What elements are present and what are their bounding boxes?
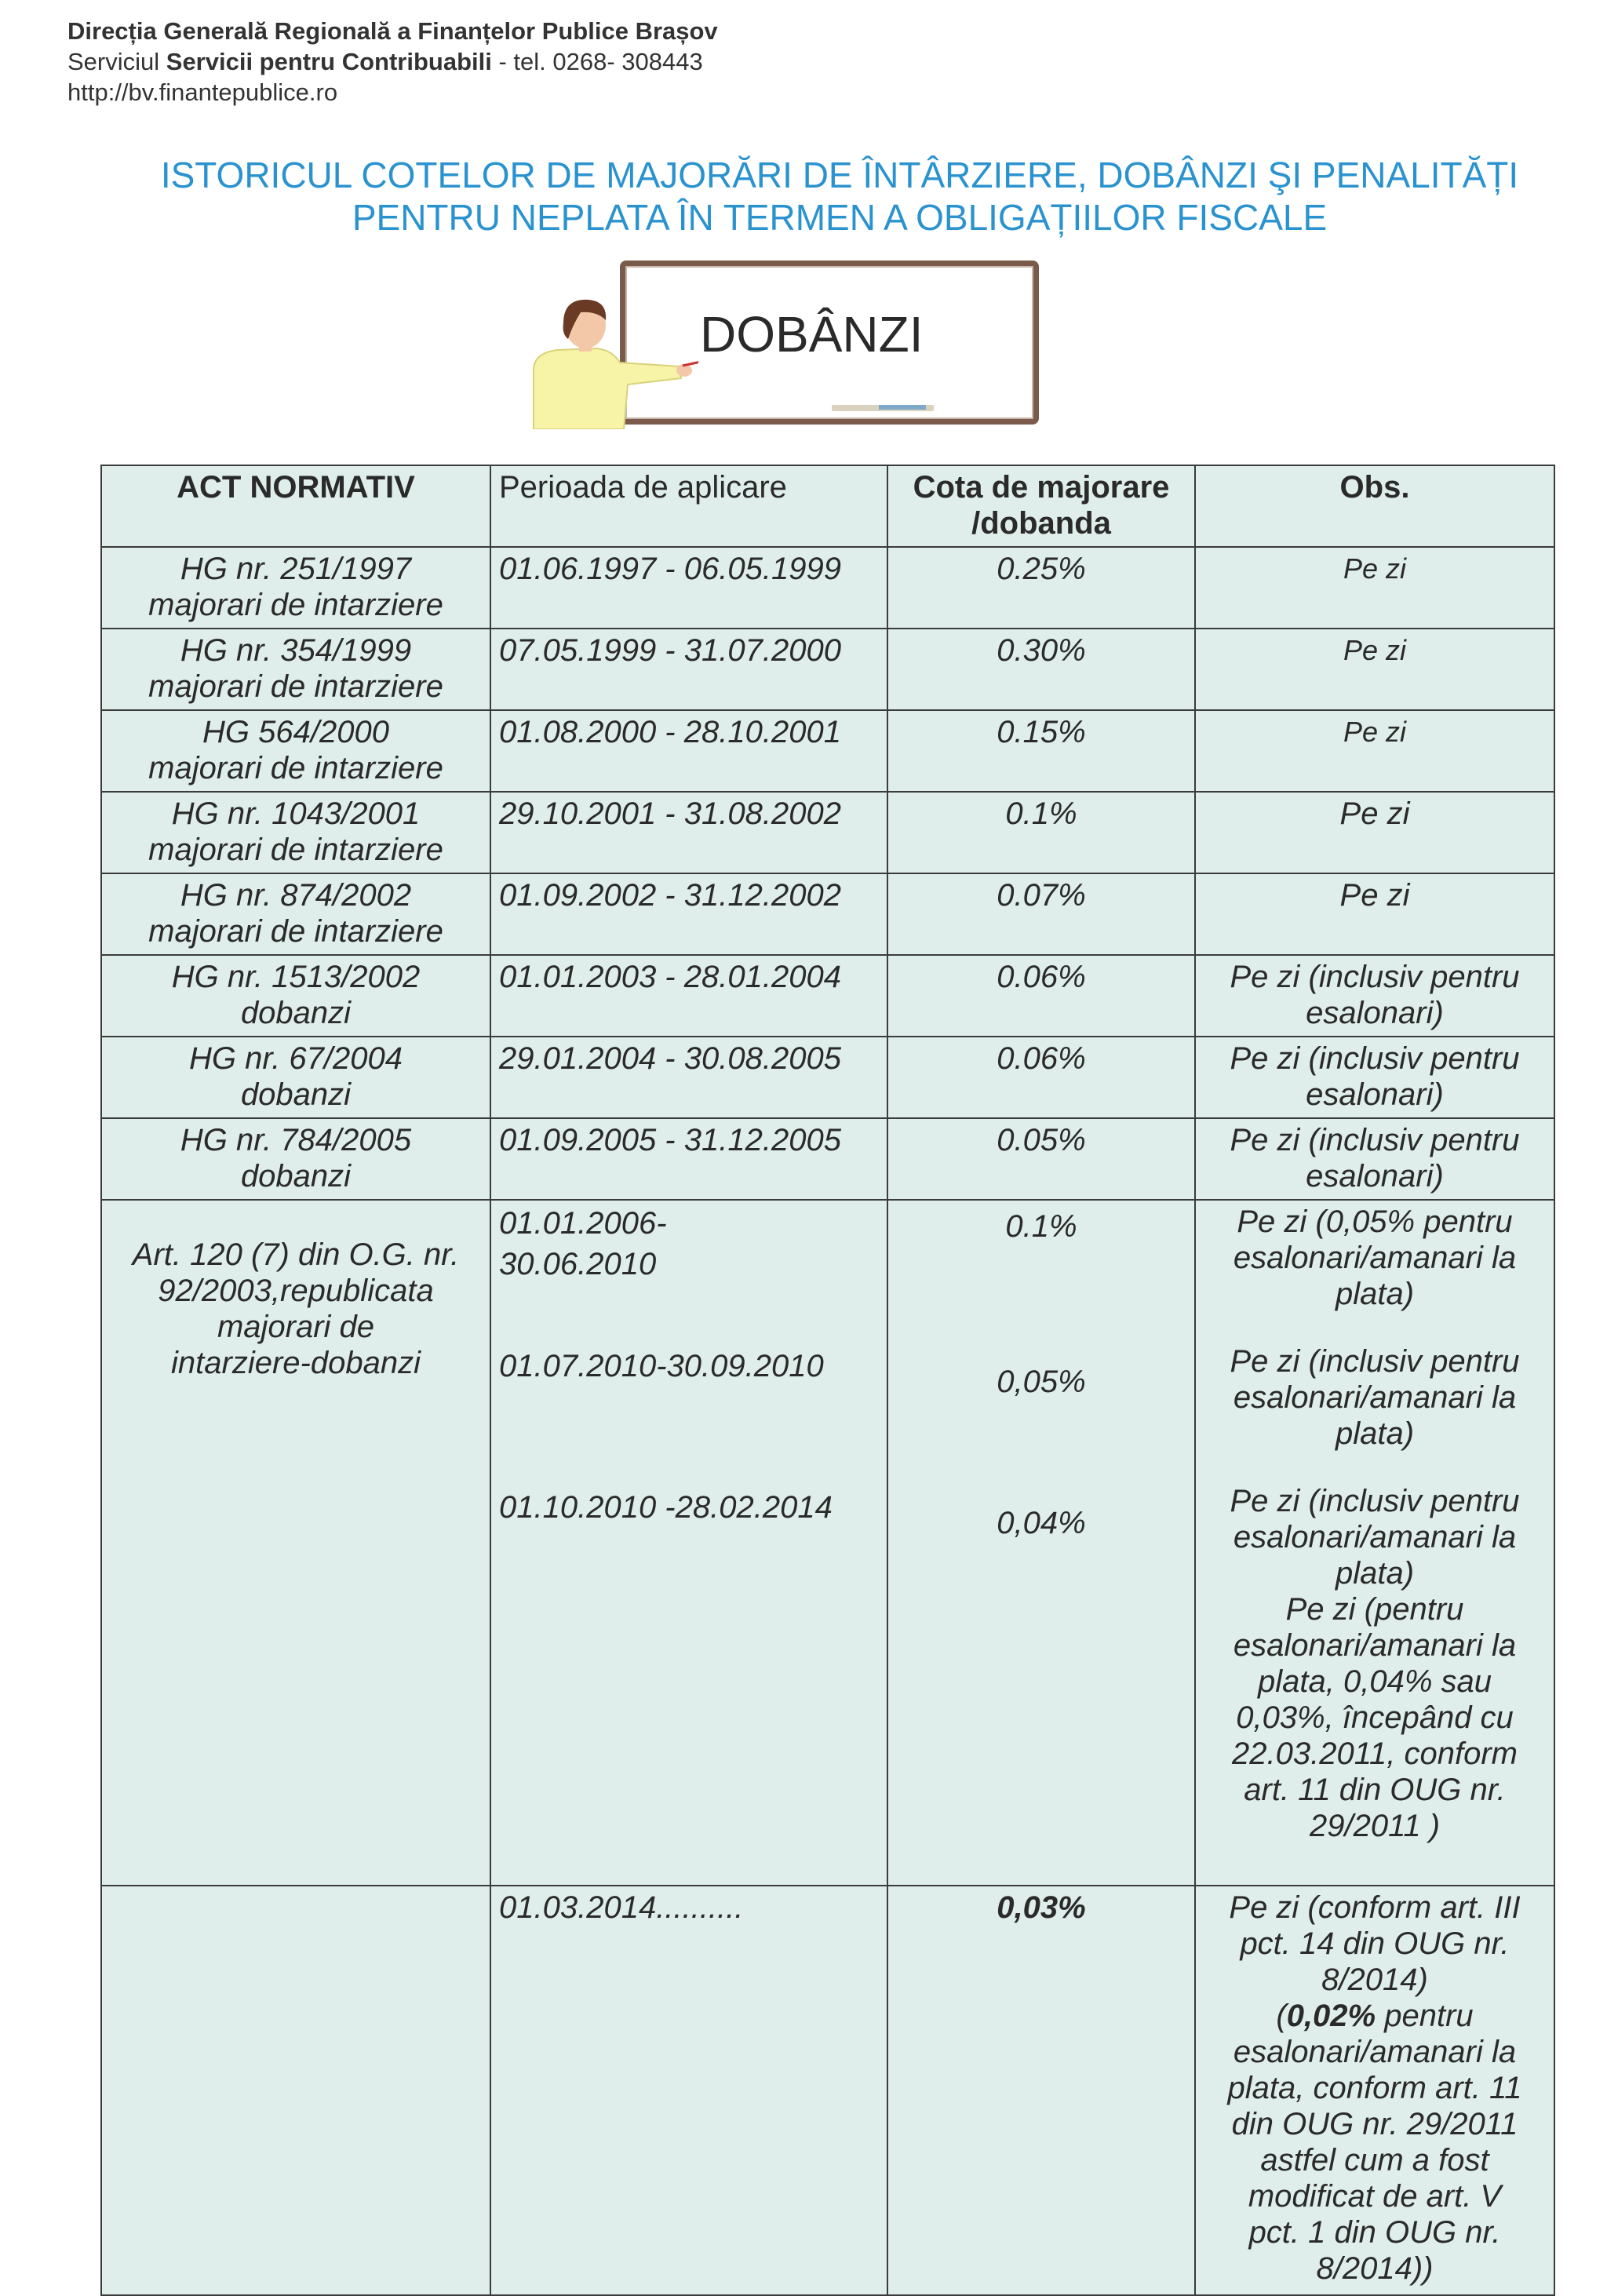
period-c: 01.10.2010 -28.02.2014 [499, 1490, 833, 1525]
act-name: HG nr. 1513/2002 [171, 960, 421, 994]
obs-line: esalonari/amanari la [1233, 1241, 1517, 1275]
period-cell [490, 1200, 887, 1886]
act-type: majorari de intarziere [148, 588, 443, 622]
obs-cell [1195, 1886, 1554, 2295]
act-name: HG nr. 784/2005 [180, 1123, 412, 1157]
act-name: HG nr. 251/1997 [180, 552, 412, 586]
act-line: intarziere-dobanzi [171, 1346, 421, 1380]
period-cell: 01.01.2003 - 28.01.2004 [490, 955, 887, 1037]
act-type: majorari de intarziere [148, 914, 443, 949]
marker-icon [879, 405, 926, 410]
act-cell [101, 792, 490, 873]
obs-line: pct. 14 din OUG nr. [1240, 1926, 1510, 1961]
title-line-1: ISTORICUL COTELOR DE MAJORĂRI DE ÎNTÂRZIERE, DOBÂNZI ŞI PENALITĂȚI [160, 155, 1519, 195]
header-rate-line-1: Cota de majorare [913, 470, 1170, 505]
obs-cell [1195, 955, 1554, 1037]
table-row [101, 710, 1554, 792]
table-row [101, 873, 1554, 955]
act-cell [101, 629, 490, 710]
obs-line: astfel cum a fost [1260, 2143, 1489, 2178]
act-name: HG nr. 354/1999 [180, 633, 412, 668]
header-rate [887, 465, 1195, 547]
obs-line: Pe zi (0,05% pentru [1237, 1204, 1513, 1239]
obs-line: 29/2011 ) [1309, 1809, 1441, 1843]
obs-line: esalonari) [1306, 996, 1444, 1030]
obs-line: modificat de art. V [1248, 2179, 1502, 2214]
table-row [101, 792, 1554, 873]
obs-cell: Pe zi [1195, 547, 1554, 629]
obs-line: plata) [1335, 1556, 1415, 1591]
period-cell: 01.06.1997 - 06.05.1999 [490, 547, 887, 629]
website-url: http://bv.finantepublice.ro [67, 78, 338, 106]
rate-c: 0,04% [997, 1506, 1086, 1540]
obs-line: Pe zi (pentru [1285, 1592, 1464, 1627]
obs-rate-bold: 0,02% [1286, 1999, 1376, 2033]
rate-cell: 0.15% [887, 710, 1195, 792]
obs-line: esalonari/amanari la [1233, 1628, 1517, 1663]
page-title [94, 154, 1585, 239]
teacher-board-illustration [518, 259, 1036, 428]
obs-line: esalonari/amanari la [1233, 1380, 1517, 1415]
header-act: ACT NORMATIV [101, 465, 490, 547]
table-row [101, 955, 1554, 1037]
obs-line [1204, 1998, 1546, 2034]
obs-line: 22.03.2011, conform [1232, 1737, 1518, 1771]
rate-cell: 0.07% [887, 873, 1195, 955]
service-prefix: Serviciul [67, 48, 166, 75]
obs-line: plata, conform art. 11 [1227, 2071, 1522, 2105]
rate-cell [887, 1200, 1195, 1886]
document-header [67, 16, 718, 108]
act-line: majorari de [217, 1310, 375, 1344]
obs-cell: Pe zi [1195, 792, 1554, 873]
period-cell: 01.03.2014.......... [490, 1886, 887, 2295]
obs-line: esalonari) [1306, 1159, 1444, 1194]
act-type: dobanzi [240, 996, 352, 1030]
obs-cell: Pe zi [1195, 873, 1554, 955]
rate-b: 0,05% [997, 1365, 1086, 1399]
obs-line: 0,03%, începând cu [1236, 1700, 1514, 1735]
header-obs: Obs. [1195, 465, 1554, 547]
header-period: Perioada de aplicare [490, 465, 887, 547]
obs-line: din OUG nr. 29/2011 [1231, 2107, 1518, 2141]
act-cell [101, 710, 490, 792]
obs-cell: Pe zi [1195, 710, 1554, 792]
period-cell: 29.10.2001 - 31.08.2002 [490, 792, 887, 873]
board-text: DOBÂNZI [700, 306, 924, 363]
act-cell [101, 1886, 490, 2295]
rate-a: 0.1% [1005, 1209, 1077, 1244]
period-cell: 29.01.2004 - 30.08.2005 [490, 1037, 887, 1118]
teacher-icon [518, 292, 698, 429]
obs-cell [1195, 1200, 1554, 1886]
period-a-line-1: 01.01.2006- [499, 1206, 667, 1241]
interest-rates-table [100, 465, 1555, 2296]
table-row [101, 629, 1554, 710]
act-name: HG nr. 874/2002 [180, 878, 412, 913]
obs-line: 8/2014)) [1316, 2251, 1434, 2286]
act-line: Art. 120 (7) din O.G. nr. [132, 1237, 460, 1272]
period-cell: 01.09.2005 - 31.12.2005 [490, 1118, 887, 1200]
act-type: dobanzi [240, 1159, 352, 1194]
header-rate-line-2: /dobanda [971, 506, 1111, 541]
period-a-line-2: 30.06.2010 [499, 1247, 657, 1281]
institution-name: Direcția Generală Regională a Finanțelor Publice Brașov [67, 17, 718, 45]
obs-line: Pe zi (inclusiv pentru [1230, 1484, 1520, 1518]
obs-line: plata) [1335, 1277, 1415, 1311]
table-row [101, 547, 1554, 629]
title-line-2: PENTRU NEPLATA ÎN TERMEN A OBLIGAȚIILOR FISCALE [352, 197, 1328, 238]
obs-line: plata, 0,04% sau [1258, 1664, 1492, 1699]
act-name: HG nr. 67/2004 [188, 1041, 403, 1076]
obs-line: plata) [1335, 1416, 1415, 1451]
act-type: dobanzi [240, 1077, 352, 1112]
act-cell [101, 1118, 490, 1200]
service-phone: - tel. 0268- 308443 [491, 48, 703, 75]
act-cell [101, 547, 490, 629]
rate-cell: 0.25% [887, 547, 1195, 629]
obs-line: art. 11 din OUG nr. [1244, 1773, 1506, 1807]
obs-line: Pe zi (inclusiv pentru [1230, 1123, 1520, 1157]
act-line: 92/2003,republicata [158, 1274, 434, 1308]
rate-cell: 0.30% [887, 629, 1195, 710]
obs-line: Pe zi (inclusiv pentru [1230, 960, 1520, 994]
obs-paren: ( [1276, 1999, 1287, 2033]
service-name: Servicii pentru Contribuabili [166, 48, 492, 75]
service-line [67, 46, 718, 77]
period-cell: 01.08.2000 - 28.10.2001 [490, 710, 887, 792]
rate-cell: 0.1% [887, 792, 1195, 873]
rate-cell: 0.06% [887, 955, 1195, 1037]
period-cell: 01.09.2002 - 31.12.2002 [490, 873, 887, 955]
obs-line: Pe zi (conform art. III [1229, 1890, 1521, 1925]
act-type: majorari de intarziere [148, 751, 443, 785]
table-row-2014 [101, 1886, 1554, 2295]
act-cell [101, 1200, 490, 1886]
act-type: majorari de intarziere [148, 669, 443, 704]
act-type: majorari de intarziere [148, 833, 443, 867]
period-cell: 07.05.1999 - 31.07.2000 [490, 629, 887, 710]
obs-line: esalonari/amanari la [1233, 1520, 1517, 1554]
act-cell [101, 955, 490, 1037]
act-cell [101, 1037, 490, 1118]
rate-cell: 0.06% [887, 1037, 1195, 1118]
table-row [101, 1118, 1554, 1200]
act-name: HG 564/2000 [202, 715, 389, 749]
rate-cell: 0,03% [887, 1886, 1195, 2295]
table-row [101, 1037, 1554, 1118]
rate-cell: 0.05% [887, 1118, 1195, 1200]
act-cell [101, 873, 490, 955]
obs-line: esalonari) [1306, 1077, 1444, 1112]
obs-line: esalonari/amanari la [1233, 2035, 1517, 2069]
obs-rest: pentru [1376, 1999, 1474, 2033]
table-header-row [101, 465, 1554, 547]
obs-cell [1195, 1118, 1554, 1200]
obs-line: Pe zi (inclusiv pentru [1230, 1344, 1520, 1379]
obs-cell: Pe zi [1195, 629, 1554, 710]
period-b: 01.07.2010-30.09.2010 [499, 1349, 824, 1383]
table-row-og-92-2003 [101, 1200, 1554, 1886]
obs-cell [1195, 1037, 1554, 1118]
obs-line: Pe zi (inclusiv pentru [1230, 1041, 1520, 1076]
obs-line: 8/2014) [1321, 1963, 1428, 1997]
obs-line: pct. 1 din OUG nr. [1248, 2215, 1501, 2250]
act-name: HG nr. 1043/2001 [171, 796, 421, 831]
